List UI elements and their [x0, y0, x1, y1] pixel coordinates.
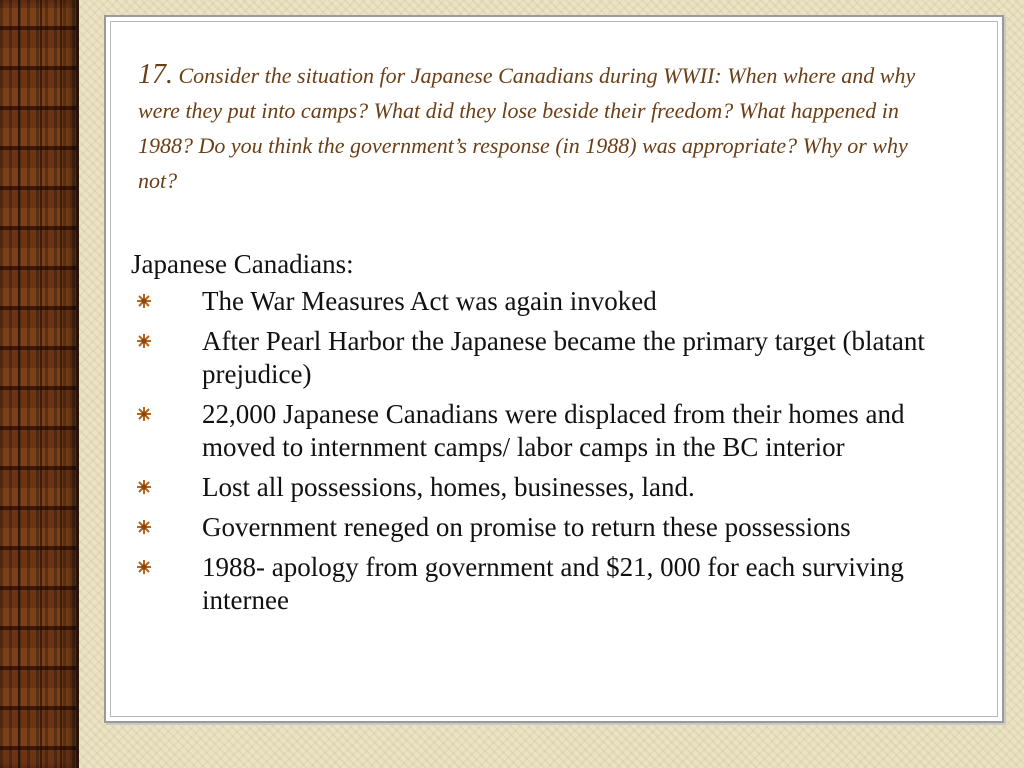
- slide-title: [138, 57, 928, 198]
- starburst-bullet-icon: [136, 406, 152, 422]
- body-heading: Japanese Canadians:: [131, 249, 354, 279]
- starburst-bullet-icon: [136, 479, 152, 495]
- bullet-list: [131, 285, 971, 617]
- bullet-item: [131, 551, 971, 617]
- starburst-bullet-icon: [136, 559, 152, 575]
- bullet-item: [131, 511, 971, 544]
- bullet-text: Government reneged on promise to return these possessions: [202, 512, 851, 542]
- bullet-item: [131, 285, 971, 318]
- slide-body: [131, 247, 971, 624]
- bullet-item: [131, 471, 971, 504]
- decorative-side-band: [0, 0, 79, 768]
- band-line: [60, 0, 62, 768]
- starburst-bullet-icon: [136, 293, 152, 309]
- bullet-text: Lost all possessions, homes, businesses, land.: [202, 472, 695, 502]
- starburst-bullet-icon: [136, 333, 152, 349]
- starburst-bullet-icon: [136, 519, 152, 535]
- bullet-text: 1988- apology from government and $21, 000 for each surviving internee: [202, 552, 904, 615]
- bullet-item: [131, 325, 971, 391]
- band-line: [40, 0, 42, 768]
- bullet-text: 22,000 Japanese Canadians were displaced from their homes and moved to internment camps/ labor camps in the BC interior: [202, 399, 905, 462]
- bullet-item: [131, 398, 971, 464]
- band-line: [18, 0, 20, 768]
- title-question: Consider the situation for Japanese Canadians during WWII: When where and why were they put into camps? What did they lose beside their freedom? What happened in 1988? Do you think the government’s response (in 1988) was appropriate? Why or why not?: [138, 63, 916, 193]
- slide-panel: [104, 15, 1004, 723]
- bullet-text: After Pearl Harbor the Japanese became the primary target (blatant prejudice): [202, 326, 925, 389]
- bullet-text: The War Measures Act was again invoked: [202, 286, 657, 316]
- title-number: 17.: [138, 59, 173, 90]
